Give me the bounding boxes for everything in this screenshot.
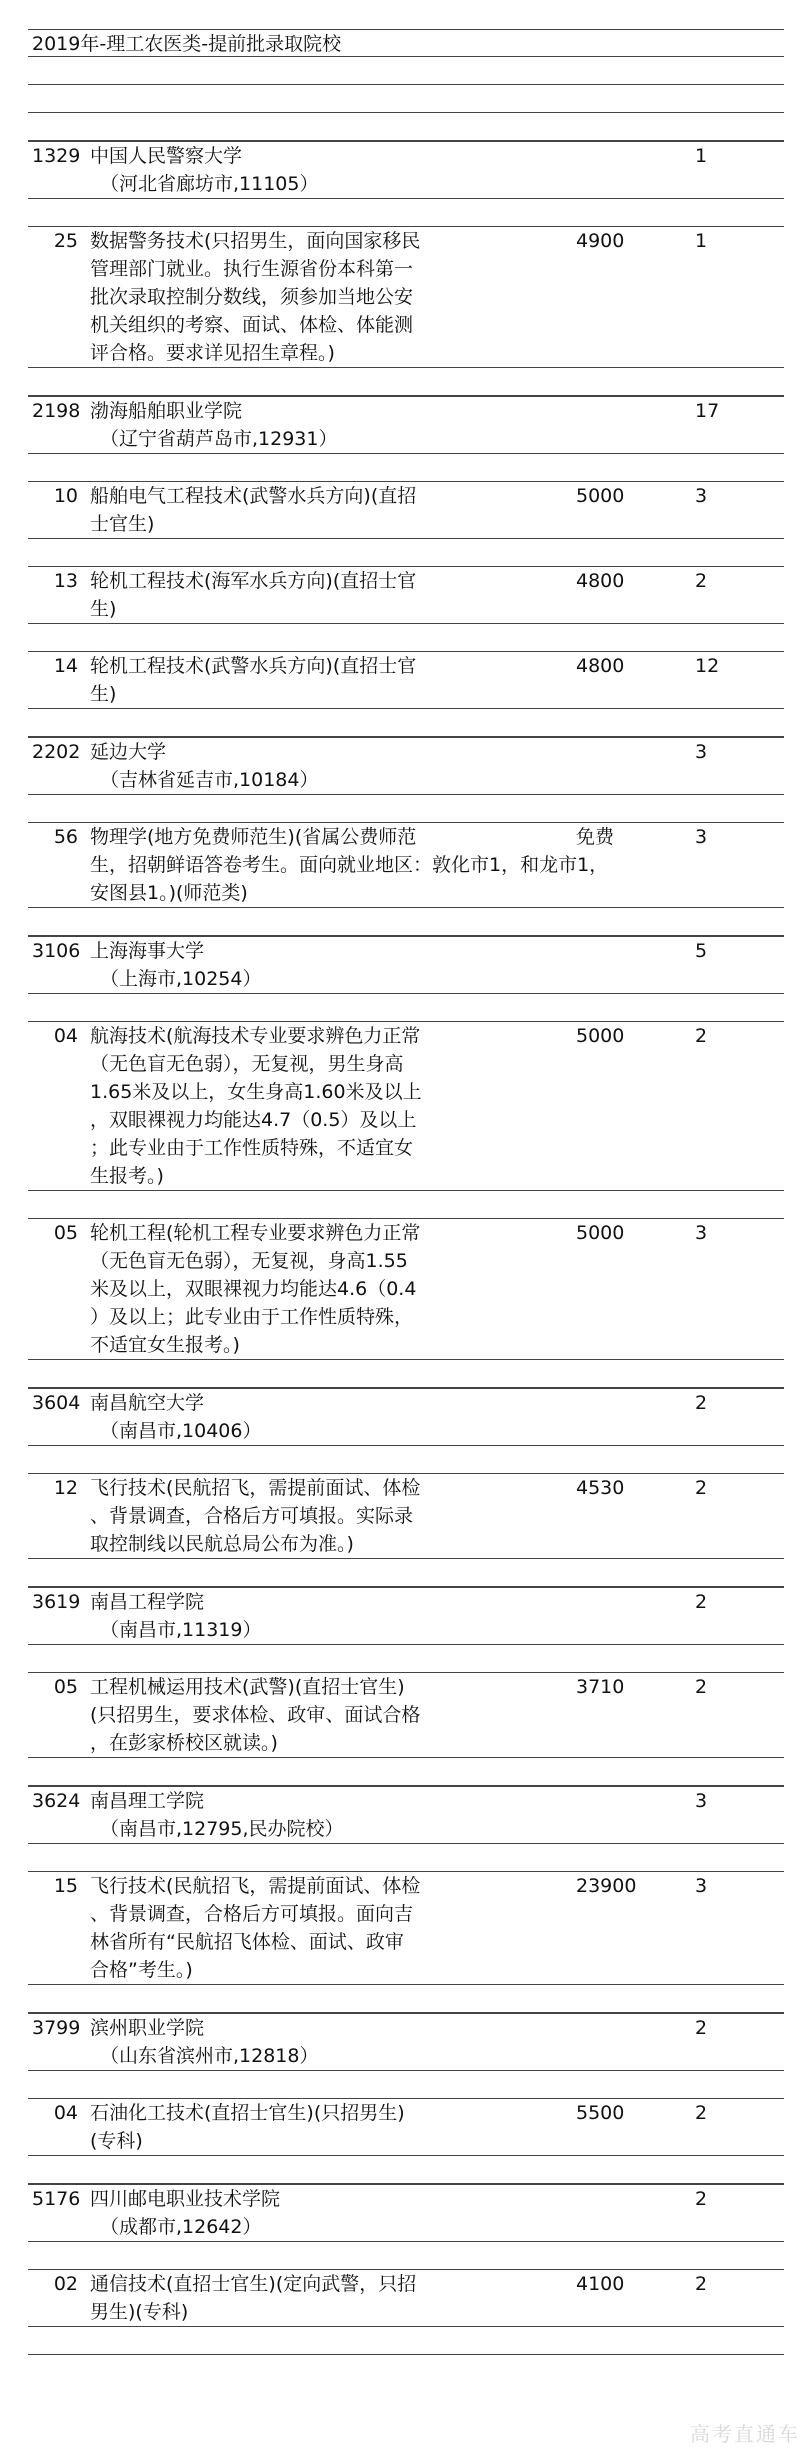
plan-count: 2: [695, 570, 708, 592]
institution-location: （上海市,10254）: [100, 968, 262, 990]
major-description-line: 管理部门就业。执行生源省份本科第一: [90, 258, 414, 280]
plan-count: 2: [695, 2273, 708, 2295]
major-description-line: 男生)(专科): [90, 2301, 189, 2323]
gap-row: [28, 1360, 784, 1388]
major-description-line: 数据警务技术(只招男生，面向国家移民: [90, 230, 421, 252]
major-description-line: 石油化工技术(直招士官生)(只招男生): [90, 2102, 405, 2124]
tuition-fee: 4100: [576, 2273, 625, 2295]
gap-row: [28, 539, 784, 567]
tuition-fee: 5000: [576, 485, 625, 507]
tuition-fee: 5500: [576, 2102, 625, 2124]
gap-row: [28, 2327, 784, 2355]
plan-count: 2: [695, 2102, 708, 2124]
major-description-line: (只招男生，要求体检、政审、面试合格: [90, 1704, 421, 1726]
institution-name: 南昌航空大学: [90, 1392, 205, 1414]
plan-count: 3: [695, 1875, 708, 1897]
institution-name: 上海海事大学: [90, 940, 205, 962]
institution-name: 南昌工程学院: [90, 1591, 205, 1613]
major-code: 25: [53, 230, 78, 252]
major-continuation-row: [28, 510, 784, 539]
major-description-line: 生): [90, 683, 117, 705]
rows-container: [28, 141, 784, 2355]
gap-row: [28, 1758, 784, 1786]
institution-location-row: [28, 1616, 784, 1645]
major-continuation-row: [28, 1701, 784, 1729]
major-continuation-row: [28, 851, 784, 879]
major-description-line: 批次录取控制分数线，须参加当地公安: [90, 286, 414, 308]
page-title: 2019年-理工农医类-提前批录取院校: [28, 29, 784, 57]
major-row: [28, 2099, 784, 2127]
major-code: 15: [53, 1875, 78, 1897]
major-continuation-row: [28, 1530, 784, 1559]
major-continuation-row: [28, 1050, 784, 1078]
plan-count: 12: [695, 655, 720, 677]
major-continuation-row: [28, 1247, 784, 1275]
plan-count: 3: [695, 485, 708, 507]
major-description-line: 士官生): [90, 513, 155, 535]
tuition-fee: 免费: [576, 826, 615, 848]
institution-row: [28, 396, 784, 425]
major-description-line: 米及以上，双眼裸视力均能达4.6（0.4: [90, 1278, 417, 1300]
major-row: [28, 652, 784, 680]
gap-row: [28, 994, 784, 1022]
gap-row: [28, 368, 784, 396]
major-description-line: ）及以上；此专业由于工作性质特殊，: [90, 1306, 414, 1328]
major-description-line: 生): [90, 598, 117, 620]
institution-location-row: [28, 2213, 784, 2242]
gap-row: [28, 454, 784, 482]
major-continuation-row: [28, 311, 784, 339]
major-continuation-row: [28, 595, 784, 624]
major-code: 14: [53, 655, 78, 677]
admission-table: [28, 29, 784, 2355]
gap-row: [28, 795, 784, 823]
major-continuation-row: [28, 1928, 784, 1956]
plan-count: 2: [695, 1676, 708, 1698]
major-description-line: ，在彭家桥校区就读。): [90, 1732, 278, 1754]
institution-code: 5176: [32, 2188, 81, 2210]
plan-count: 2: [695, 2017, 708, 2039]
plan-count: 3: [695, 741, 708, 763]
institution-name: 滨州职业学院: [90, 2017, 205, 2039]
plan-count: 1: [695, 145, 708, 167]
institution-location: （河北省廊坊市,11105）: [100, 173, 319, 195]
institution-location-row: [28, 425, 784, 454]
institution-location: （南昌市,12795,民办院校）: [100, 1818, 344, 1840]
major-description-line: 取控制线以民航总局公布为准。): [90, 1533, 354, 1555]
institution-name: 渤海船舶职业学院: [90, 400, 243, 422]
institution-location: （南昌市,10406）: [100, 1420, 262, 1442]
institution-row: [28, 1587, 784, 1616]
institution-location: （山东省滨州市,12818）: [100, 2045, 319, 2067]
plan-count: 2: [695, 1392, 708, 1414]
institution-code: 3106: [32, 940, 81, 962]
tuition-fee: 4530: [576, 1477, 625, 1499]
major-description-line: 轮机工程(轮机工程专业要求辨色力正常: [90, 1222, 421, 1244]
major-continuation-row: [28, 1106, 784, 1134]
major-code: 12: [53, 1477, 78, 1499]
major-row: [28, 2270, 784, 2298]
tuition-fee: 3710: [576, 1676, 625, 1698]
major-row: [28, 227, 784, 255]
institution-row: [28, 1786, 784, 1815]
major-continuation-row: [28, 1900, 784, 1928]
major-continuation-row: [28, 1956, 784, 1985]
plan-count: 3: [695, 826, 708, 848]
tuition-fee: 4900: [576, 230, 625, 252]
institution-row: [28, 1388, 784, 1417]
institution-row: [28, 141, 784, 170]
major-continuation-row: [28, 1502, 784, 1530]
gap-row: [28, 1844, 784, 1872]
plan-count: 2: [695, 1591, 708, 1613]
major-continuation-row: [28, 339, 784, 368]
institution-row: [28, 737, 784, 766]
major-description-line: 、背景调查，合格后方可填报。实际录: [90, 1505, 414, 1527]
major-description-line: 1.65米及以上，女生身高1.60米及以上: [90, 1081, 422, 1103]
watermark-text: 高考直通车: [690, 2422, 800, 2446]
major-continuation-row: [28, 1162, 784, 1191]
major-description-line: 机关组织的考察、面试、体检、体能测: [90, 314, 414, 336]
major-description-line: 生报考。): [90, 1165, 164, 1187]
major-continuation-row: [28, 1303, 784, 1331]
institution-location-row: [28, 766, 784, 795]
major-row: [28, 823, 784, 851]
major-description-line: (专科): [90, 2130, 143, 2152]
institution-code: 1329: [32, 145, 81, 167]
major-description-line: 不适宜女生报考。): [90, 1334, 240, 1356]
institution-code: 2202: [32, 741, 81, 763]
gap-row: [28, 2242, 784, 2270]
major-row: [28, 567, 784, 595]
major-description-line: 船舶电气工程技术(武警水兵方向)(直招: [90, 485, 417, 507]
major-description-line: ；此专业由于工作性质特殊，不适宜女: [90, 1137, 414, 1159]
major-continuation-row: [28, 255, 784, 283]
major-description-line: 生，招朝鲜语答卷考生。面向就业地区：敦化市1，和龙市1，: [90, 854, 609, 876]
institution-name: 四川邮电职业技术学院: [90, 2188, 281, 2210]
institution-code: 3619: [32, 1591, 81, 1613]
plan-count: 2: [695, 2188, 708, 2210]
major-continuation-row: [28, 1275, 784, 1303]
institution-row: [28, 2184, 784, 2213]
institution-code: 3799: [32, 2017, 81, 2039]
tuition-fee: 4800: [576, 655, 625, 677]
major-description-line: 评合格。要求详见招生章程。): [90, 342, 335, 364]
major-description-line: 合格”考生。): [90, 1959, 193, 1981]
major-code: 04: [53, 1025, 78, 1047]
plan-count: 2: [695, 1025, 708, 1047]
major-row: [28, 1872, 784, 1900]
major-row: [28, 1673, 784, 1701]
major-description-line: 轮机工程技术(海军水兵方向)(直招士官: [90, 570, 417, 592]
institution-name: 南昌理工学院: [90, 1790, 205, 1812]
major-description-line: 轮机工程技术(武警水兵方向)(直招士官: [90, 655, 417, 677]
major-continuation-row: [28, 1134, 784, 1162]
major-row: [28, 1022, 784, 1050]
major-description-line: ，双眼裸视力均能达4.7（0.5）及以上: [90, 1109, 417, 1131]
major-description-line: 物理学(地方免费师范生)(省属公费师范: [90, 826, 417, 848]
institution-name: 延边大学: [90, 741, 167, 763]
major-continuation-row: [28, 2127, 784, 2156]
major-description-line: 飞行技术(民航招飞，需提前面试、体检: [90, 1477, 421, 1499]
institution-location-row: [28, 2042, 784, 2071]
major-description-line: 航海技术(航海技术专业要求辨色力正常: [90, 1025, 421, 1047]
major-continuation-row: [28, 879, 784, 908]
gap-row: [28, 1446, 784, 1474]
institution-name: 中国人民警察大学: [90, 145, 243, 167]
major-continuation-row: [28, 1078, 784, 1106]
gap-row: [28, 1645, 784, 1673]
major-code: 05: [53, 1676, 78, 1698]
major-description-line: 林省所有“民航招飞体检、面试、政审: [90, 1931, 404, 1953]
major-code: 05: [53, 1222, 78, 1244]
major-description-line: 工程机械运用技术(武警)(直招士官生): [90, 1676, 405, 1698]
gap-row: [28, 1559, 784, 1587]
major-code: 02: [53, 2273, 78, 2295]
plan-count: 3: [695, 1222, 708, 1244]
blank-row: [28, 113, 784, 141]
institution-location: （成都市,12642）: [100, 2216, 262, 2238]
institution-location-row: [28, 1417, 784, 1446]
plan-count: 17: [695, 400, 720, 422]
institution-code: 2198: [32, 400, 81, 422]
tuition-fee: 5000: [576, 1222, 625, 1244]
institution-location: （南昌市,11319）: [100, 1619, 262, 1641]
major-continuation-row: [28, 1729, 784, 1758]
gap-row: [28, 1191, 784, 1219]
major-description-line: 飞行技术(民航招飞，需提前面试、体检: [90, 1875, 421, 1897]
institution-code: 3624: [32, 1790, 81, 1812]
institution-location-row: [28, 170, 784, 199]
tuition-fee: 4800: [576, 570, 625, 592]
institution-row: [28, 936, 784, 965]
major-row: [28, 482, 784, 510]
plan-count: 2: [695, 1477, 708, 1499]
plan-count: 3: [695, 1790, 708, 1812]
institution-location: （辽宁省葫芦岛市,12931）: [100, 428, 338, 450]
blank-row: [28, 85, 784, 113]
major-description-line: （无色盲无色弱），无复视，男生身高: [90, 1053, 404, 1075]
major-continuation-row: [28, 1331, 784, 1360]
major-code: 10: [53, 485, 78, 507]
plan-count: 1: [695, 230, 708, 252]
institution-location-row: [28, 965, 784, 994]
major-description-line: 、背景调查，合格后方可填报。面向吉: [90, 1903, 414, 1925]
major-description-line: （无色盲无色弱），无复视，身高1.55: [90, 1250, 408, 1272]
blank-row: [28, 57, 784, 85]
major-continuation-row: [28, 680, 784, 709]
institution-location-row: [28, 1815, 784, 1844]
gap-row: [28, 1985, 784, 2013]
tuition-fee: 5000: [576, 1025, 625, 1047]
major-code: 04: [53, 2102, 78, 2124]
institution-code: 3604: [32, 1392, 81, 1414]
major-row: [28, 1219, 784, 1247]
major-code: 13: [53, 570, 78, 592]
gap-row: [28, 2071, 784, 2099]
gap-row: [28, 624, 784, 652]
major-continuation-row: [28, 283, 784, 311]
gap-row: [28, 908, 784, 936]
gap-row: [28, 709, 784, 737]
major-row: [28, 1474, 784, 1502]
institution-location: （吉林省延吉市,10184）: [100, 769, 319, 791]
major-description-line: 安图县1。)(师范类): [90, 882, 248, 904]
major-code: 56: [53, 826, 78, 848]
tuition-fee: 23900: [576, 1875, 637, 1897]
institution-row: [28, 2013, 784, 2042]
gap-row: [28, 199, 784, 227]
major-description-line: 通信技术(直招士官生)(定向武警，只招: [90, 2273, 417, 2295]
major-continuation-row: [28, 2298, 784, 2327]
gap-row: [28, 2156, 784, 2184]
plan-count: 5: [695, 940, 708, 962]
